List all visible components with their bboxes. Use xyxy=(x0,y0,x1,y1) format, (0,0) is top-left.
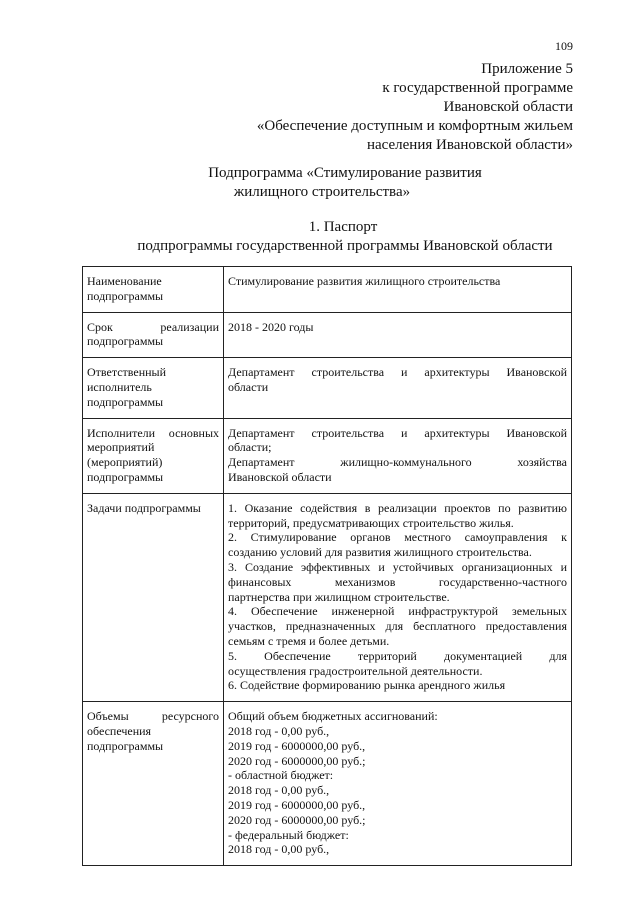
value-line: Департамент строительства и архитектуры Ивановской xyxy=(228,425,567,440)
row-value xyxy=(224,312,572,358)
value-line: 2018 - 2020 годы xyxy=(228,319,314,334)
label-line: исполнитель xyxy=(87,379,152,394)
subprogram-title-line: жилищного строительства» xyxy=(233,184,411,200)
appendix-line: «Обеспечение доступным и комфортным жильем xyxy=(256,118,573,134)
value-line: Департамент строительства и архитектуры Ивановской xyxy=(228,365,567,380)
label-line: Исполнители основных xyxy=(87,425,219,440)
label-line: Срок реализации xyxy=(87,319,219,334)
passport-table xyxy=(82,266,572,866)
passport-title-line: подпрограммы государственной программы Ивановской области xyxy=(137,238,553,254)
appendix-line: Ивановской области xyxy=(443,99,573,115)
value-line: 4. Обеспечение инженерной инфраструктурой земельных xyxy=(228,604,567,619)
value-line: 6. Содействие формированию рынка арендного жилья xyxy=(228,678,506,693)
label-line: подпрограммы xyxy=(87,394,164,409)
label-line: подпрограммы xyxy=(87,738,164,753)
value-line: области xyxy=(228,379,269,394)
label-line: подпрограммы xyxy=(87,469,164,484)
label-line: мероприятий xyxy=(87,440,155,455)
value-line: партнерства при жилищном строительстве. xyxy=(228,589,450,604)
value-line: Стимулирование развития жилищного строительства xyxy=(228,274,501,288)
value-line: 2018 год - 0,00 руб., xyxy=(228,723,330,738)
table-row xyxy=(83,312,572,358)
label-line: Задачи подпрограммы xyxy=(87,500,201,515)
label-line: Объемы ресурсного xyxy=(87,709,219,724)
value-line: 2020 год - 6000000,00 руб.; xyxy=(228,812,366,827)
row-value xyxy=(224,418,572,493)
passport-title xyxy=(0,218,640,256)
subprogram-title-line: Подпрограмма «Стимулирование развития xyxy=(208,165,482,181)
label-line: Ответственный xyxy=(87,365,167,380)
row-label xyxy=(83,267,224,313)
value-line: 1. Оказание содействия в реализации проектов по развитию xyxy=(228,500,567,515)
table-row xyxy=(83,358,572,418)
table-row xyxy=(83,418,572,493)
value-line: 2018 год - 0,00 руб., xyxy=(228,783,330,798)
row-value xyxy=(224,358,572,418)
value-line: 2019 год - 6000000,00 руб., xyxy=(228,797,366,812)
value-line: осуществления градостроительной деятельности. xyxy=(228,663,483,678)
label-line: подпрограммы xyxy=(87,334,164,349)
table-row xyxy=(83,702,572,866)
value-line: 5. Обеспечение территорий документацией для xyxy=(228,648,567,663)
label-line: подпрограммы xyxy=(87,288,164,303)
row-label xyxy=(83,702,224,866)
value-line: территорий, предусматривающих строительство жилья. xyxy=(228,515,514,530)
value-line: Ивановской области xyxy=(228,469,332,484)
value-line: финансовых механизмов государственно-частного xyxy=(228,574,567,589)
page-number: 109 xyxy=(555,39,573,53)
appendix-line: к государственной программе xyxy=(382,80,573,96)
row-label xyxy=(83,493,224,701)
value-line: - областной бюджет: xyxy=(228,768,334,783)
label-line: Наименование xyxy=(87,274,162,288)
value-line: 2019 год - 6000000,00 руб., xyxy=(228,738,366,753)
label-line: (мероприятий) xyxy=(87,455,163,470)
label-line: обеспечения xyxy=(87,723,152,738)
row-value xyxy=(224,702,572,866)
value-line: 2020 год - 6000000,00 руб.; xyxy=(228,753,366,768)
value-line: участков, предназначенных для бесплатного предоставления xyxy=(228,619,567,634)
appendix-line: Приложение 5 xyxy=(481,61,573,77)
value-line: - федеральный бюджет: xyxy=(228,827,349,842)
value-line: Департамент жилищно-коммунального хозяйства xyxy=(228,455,567,470)
table-row xyxy=(83,267,572,313)
row-value xyxy=(224,267,572,313)
appendix-header xyxy=(153,60,573,155)
row-label xyxy=(83,358,224,418)
value-line: 2. Стимулирование органов местного самоуправления к xyxy=(228,530,567,545)
value-line: 3. Создание эффективных и устойчивых организационных и xyxy=(228,559,567,574)
appendix-line: населения Ивановской области» xyxy=(366,137,573,153)
passport-title-line: 1. Паспорт xyxy=(308,219,378,235)
subprogram-title xyxy=(0,164,640,202)
value-line: созданию условий для развития жилищного строительства. xyxy=(228,545,532,560)
row-label xyxy=(83,418,224,493)
row-label xyxy=(83,312,224,358)
table-row xyxy=(83,493,572,701)
value-line: семьям с тремя и более детьми. xyxy=(228,633,390,648)
value-line: области; xyxy=(228,440,272,455)
value-line: 2018 год - 0,00 руб., xyxy=(228,842,330,857)
value-line: Общий объем бюджетных ассигнований: xyxy=(228,709,438,724)
row-value xyxy=(224,493,572,701)
